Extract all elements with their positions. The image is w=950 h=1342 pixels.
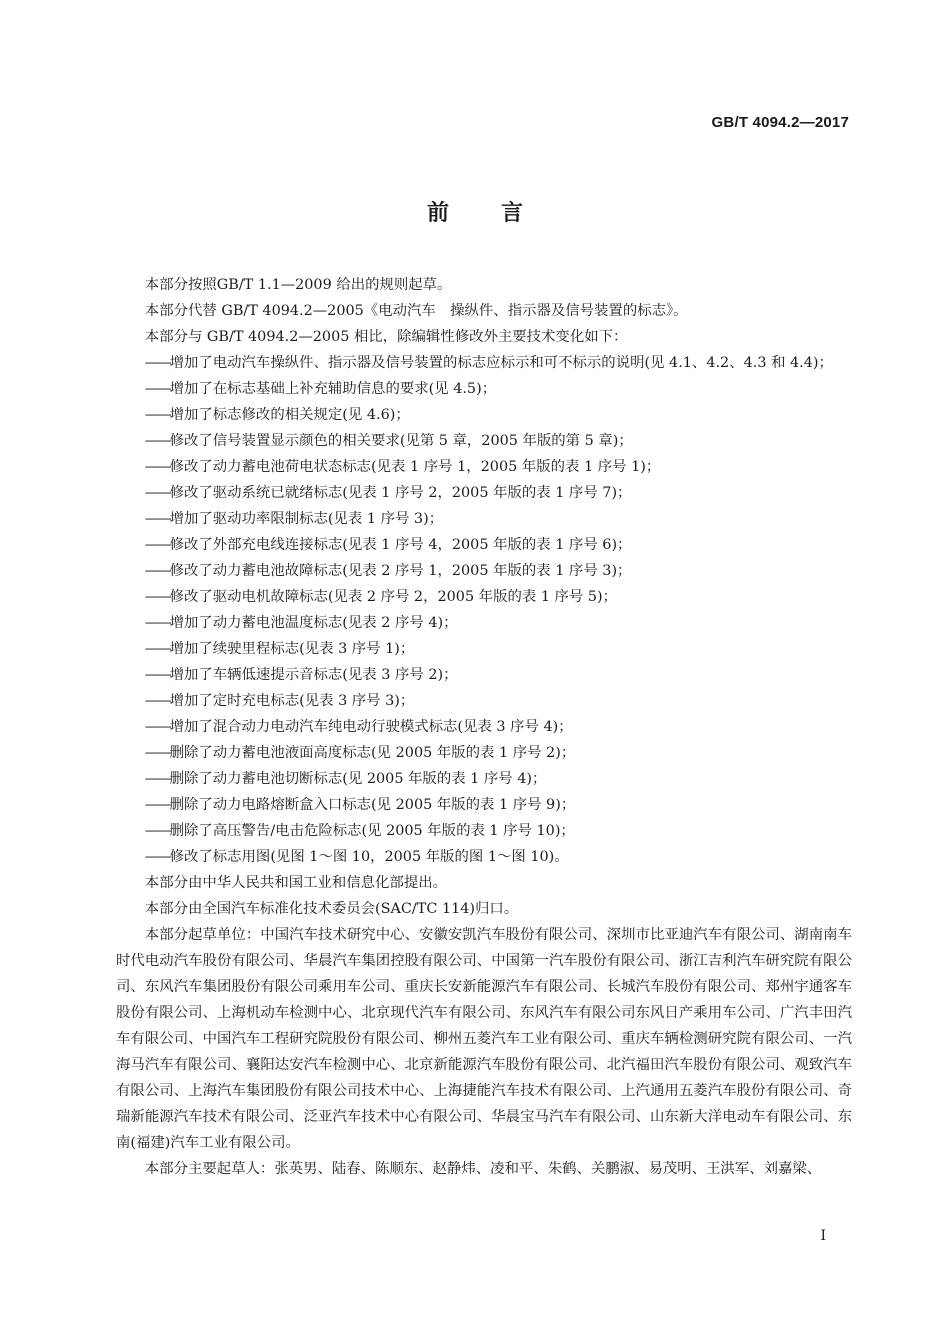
list-item-text: 删除了高压警告/电击危险标志(见 2005 年版的表 1 序号 10)； (169, 823, 575, 839)
title-char-1: 前 (426, 201, 449, 226)
list-item (116, 818, 852, 844)
list-item-text: 增加了混合动力电动汽车纯电动行驶模式标志(见表 3 序号 4)； (169, 719, 573, 735)
list-item-text: 删除了动力电路熔断盒入口标志(见 2005 年版的表 1 序号 9)； (169, 797, 576, 813)
list-item-text: 增加了续驶里程标志(见表 3 序号 1)； (169, 641, 415, 657)
list-dash: —— (144, 771, 170, 787)
list-item-text: 修改了动力蓄电池故障标志(见表 2 序号 1，2005 年版的表 1 序号 3)； (169, 563, 632, 579)
list-item-text: 修改了动力蓄电池荷电状态标志(见表 1 序号 1，2005 年版的表 1 序号 1)； (169, 459, 661, 475)
list-dash: —— (144, 459, 170, 475)
list-item (116, 636, 852, 662)
list-dash: —— (144, 693, 170, 709)
list-dash: —— (144, 797, 170, 813)
list-item (116, 740, 852, 766)
list-item (116, 454, 852, 480)
list-dash: —— (144, 719, 170, 735)
list-dash: —— (144, 641, 170, 657)
document-body (116, 272, 852, 1182)
changes-list (116, 350, 852, 870)
list-dash: —— (144, 745, 170, 761)
list-item-text: 增加了定时充电标志(见表 3 序号 3)； (169, 693, 415, 709)
list-dash: —— (144, 433, 170, 449)
list-item-text: 修改了驱动系统已就绪标志(见表 1 序号 2，2005 年版的表 1 序号 7)； (169, 485, 632, 501)
list-item (116, 610, 852, 636)
list-dash: —— (144, 823, 170, 839)
list-item-text: 增加了标志修改的相关规定(见 4.6)； (169, 407, 410, 423)
list-dash: —— (144, 355, 170, 371)
page-number: I (820, 1228, 826, 1244)
list-item (116, 844, 852, 870)
list-item-text: 修改了标志用图(见图 1～图 10，2005 年版的图 1～图 10)。 (169, 849, 569, 865)
list-item (116, 480, 852, 506)
list-item-text: 增加了动力蓄电池温度标志(见表 2 序号 4)； (169, 615, 458, 631)
list-item (116, 766, 852, 792)
list-item-text: 修改了信号装置显示颜色的相关要求(见第 5 章，2005 年版的第 5 章)； (169, 433, 633, 449)
list-dash: —— (144, 407, 170, 423)
list-item (116, 558, 852, 584)
list-item-text: 增加了车辆低速提示音标志(见表 3 序号 2)； (169, 667, 458, 683)
list-item-text: 增加了在标志基础上补充辅助信息的要求(见 4.5)； (169, 381, 497, 397)
list-item-text: 删除了动力蓄电池液面高度标志(见 2005 年版的表 1 序号 2)； (169, 745, 576, 761)
list-item (116, 662, 852, 688)
list-item (116, 714, 852, 740)
intro-paragraph: 本部分与 GB/T 4094.2—2005 相比，除编辑性修改外主要技术变化如下： (144, 329, 628, 345)
list-item (116, 584, 852, 610)
list-item (116, 792, 852, 818)
list-dash: —— (144, 381, 170, 397)
list-item (116, 688, 852, 714)
intro-paragraph: 本部分按照GB/T 1.1—2009 给出的规则起草。 (144, 277, 452, 293)
list-item (116, 506, 852, 532)
list-item (116, 376, 852, 402)
list-dash: —— (144, 511, 170, 527)
list-item-text: 增加了驱动功率限制标志(见表 1 序号 3)； (169, 511, 444, 527)
list-item (116, 428, 852, 454)
list-item (116, 402, 852, 428)
list-item-text: 增加了电动汽车操纵件、指示器及信号装置的标志应标示和可不标示的说明(见 4.1、4.2、4.3 和 4.4)； (169, 355, 833, 371)
list-dash: —— (144, 537, 170, 553)
list-dash: —— (144, 589, 170, 605)
list-dash: —— (144, 615, 170, 631)
drafting-units-paragraph: 本部分起草单位：中国汽车技术研究中心、安徽安凯汽车股份有限公司、深圳市比亚迪汽车有限公司、湖南南车时代电动汽车股份有限公司、华晨汽车集团控股有限公司、中国第一汽车股份有限公司、浙江吉利汽车研究院有限公司、东风汽车集团股份有限公司乘用车公司、重庆长安新能源汽车有限公司、长城汽车股份有限公司、郑州宇通客车股份有限公司、上海机动车检测中心、北京现代汽车有限公司、东风汽车有限公司东风日产乘用车公司、广汽丰田汽车有限公司、中国汽车工程研究院股份有限公司、柳州五菱汽车工业有限公司、重庆车辆检测研究院有限公司、一汽海马汽车有限公司、襄阳达安汽车检测中心、北京新能源汽车股份有限公司、北汽福田汽车股份有限公司、观致汽车有限公司、上海汽车集团股份有限公司技术中心、上海捷能汽车技术有限公司、上汽通用五菱汽车股份有限公司、奇瑞新能源汽车技术有限公司、泛亚汽车技术中心有限公司、华晨宝马汽车有限公司、山东新大洋电动车有限公司、东南(福建)汽车工业有限公司。 (116, 927, 852, 1151)
list-dash: —— (144, 667, 170, 683)
intro-paragraph: 本部分代替 GB/T 4094.2—2005《电动汽车 操纵件、指示器及信号装置的标志》。 (144, 303, 688, 319)
drafters-paragraph: 本部分主要起草人：张英男、陆春、陈顺东、赵静炜、凌和平、朱鹤、关鹏淑、易茂明、王洪军、刘嘉梁、 (144, 1161, 822, 1177)
list-item-text: 修改了驱动电机故障标志(见表 2 序号 2，2005 年版的表 1 序号 5)； (169, 589, 618, 605)
list-dash: —— (144, 563, 170, 579)
managed-by-paragraph: 本部分由全国汽车标准化技术委员会(SAC/TC 114)归口。 (144, 901, 519, 917)
list-item (116, 350, 852, 376)
list-dash: —— (144, 849, 170, 865)
proposed-by-paragraph: 本部分由中华人民共和国工业和信息化部提出。 (144, 875, 448, 891)
title-char-2: 言 (501, 201, 524, 226)
standard-number: GB/T 4094.2—2017 (711, 114, 849, 131)
list-dash: —— (144, 485, 170, 501)
list-item-text: 删除了动力蓄电池切断标志(见 2005 年版的表 1 序号 4)； (169, 771, 547, 787)
list-item (116, 532, 852, 558)
list-item-text: 修改了外部充电线连接标志(见表 1 序号 4，2005 年版的表 1 序号 6)； (169, 537, 632, 553)
page-title (0, 196, 950, 227)
